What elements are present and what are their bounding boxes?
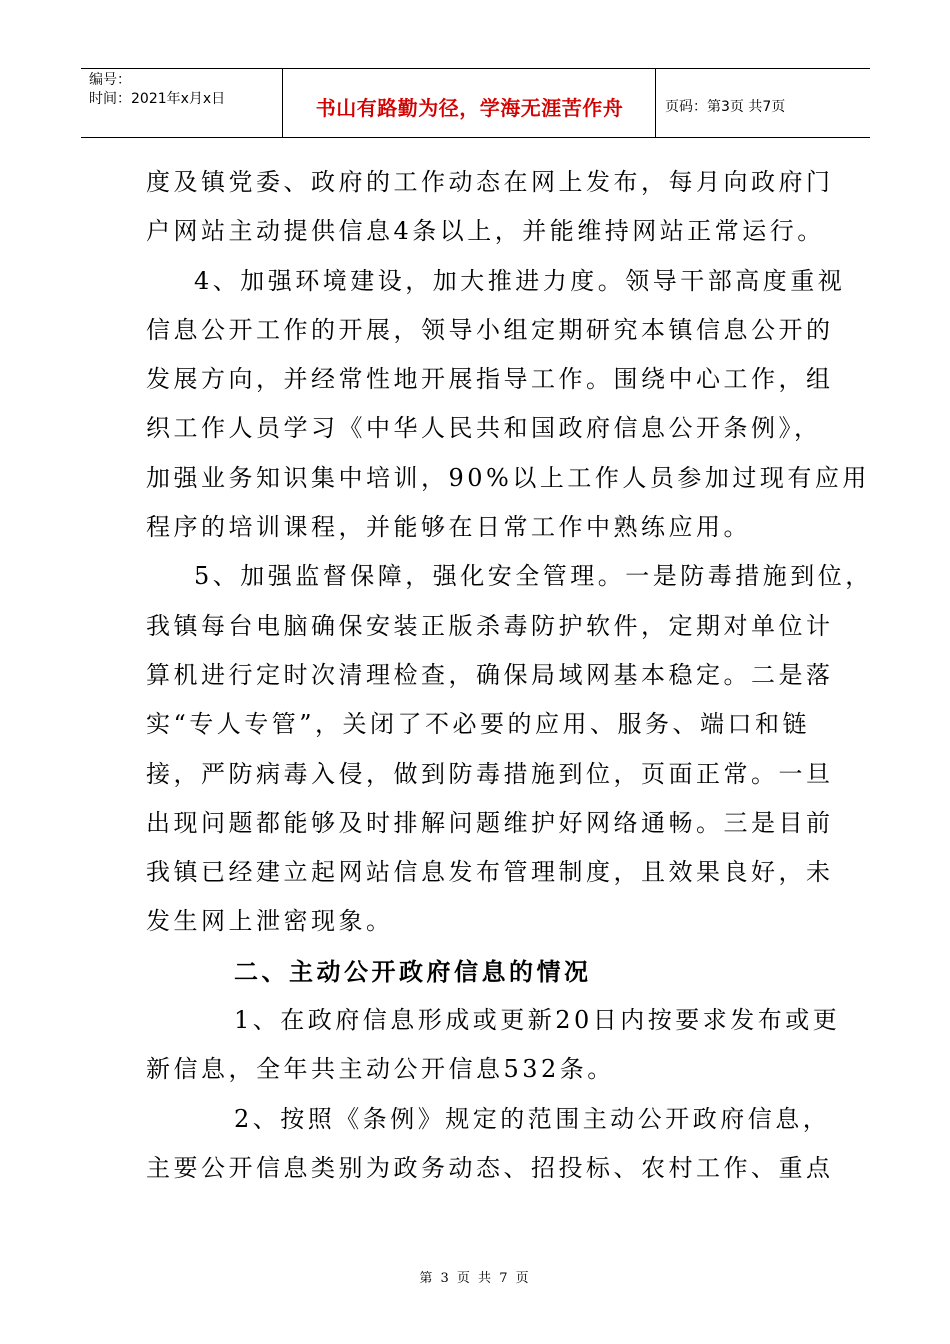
document-body: [146, 158, 873, 1193]
paragraph-line: 程序的培训课程，并能够在日常工作中熟练应用。: [146, 513, 751, 542]
paragraph-line: 2、按照《条例》规定的范围主动公开政府信息，: [234, 1104, 831, 1133]
paragraph-line: 4、加强环境建设，加大推进力度。领导干部高度重视: [194, 266, 846, 295]
header-motto: 书山有路勤为径，学海无涯苦作舟: [284, 69, 656, 137]
paragraph-line: 1、在政府信息形成或更新20日内按要求发布或更: [234, 1006, 841, 1035]
paragraph-line: 主要公开信息类别为政务动态、招投标、农村工作、重点: [146, 1153, 834, 1182]
paragraph-line: 我镇每台电脑确保安装正版杀毒防护软件，定期对单位计: [146, 611, 834, 640]
document-number-label: 编号：: [89, 72, 131, 88]
document-header-table: [81, 68, 870, 138]
paragraph-line: 接，严防病毒入侵，做到防毒措施到位，页面正常。一旦: [146, 759, 834, 788]
paragraph-line: 我镇已经建立起网站信息发布管理制度，且效果良好，未: [146, 858, 834, 887]
paragraph-line: 新信息，全年共主动公开信息532条。: [146, 1055, 615, 1084]
paragraph-line: 加强业务知识集中培训，90%以上工作人员参加过现有应用: [146, 463, 870, 492]
header-meta-cell: [81, 69, 283, 137]
paragraph-line: 实“专人专管”，关闭了不必要的应用、服务、端口和链: [146, 710, 811, 739]
document-date-label: 时间：2021年x月x日: [89, 91, 226, 107]
paragraph-line: 度及镇党委、政府的工作动态在网上发布，每月向政府门: [146, 168, 834, 196]
paragraph-line: 算机进行定时次清理检查，确保局域网基本稳定。二是落: [146, 660, 834, 689]
paragraph-line: 5、加强监督保障，强化安全管理。一是防毒措施到位，: [194, 562, 873, 591]
header-page-info: 页码：第3页 共7页: [665, 99, 786, 115]
paragraph-line: 织工作人员学习《中华人民共和国政府信息公开条例》，: [146, 414, 822, 443]
page-footer: 第 3 页 共 7 页: [419, 1271, 531, 1286]
paragraph-line: 发展方向，并经常性地开展指导工作。围绕中心工作，组: [146, 365, 834, 394]
paragraph-line: 发生网上泄密现象。: [146, 907, 394, 936]
section-heading: 二、主动公开政府信息的情况: [234, 956, 592, 986]
paragraph-line: 出现问题都能够及时排解问题维护好网络通畅。三是目前: [146, 808, 834, 837]
paragraph-line: 户网站主动提供信息4条以上，并能维持网站正常运行。: [146, 217, 825, 246]
paragraph-line: 信息公开工作的开展，领导小组定期研究本镇信息公开的: [146, 315, 834, 344]
